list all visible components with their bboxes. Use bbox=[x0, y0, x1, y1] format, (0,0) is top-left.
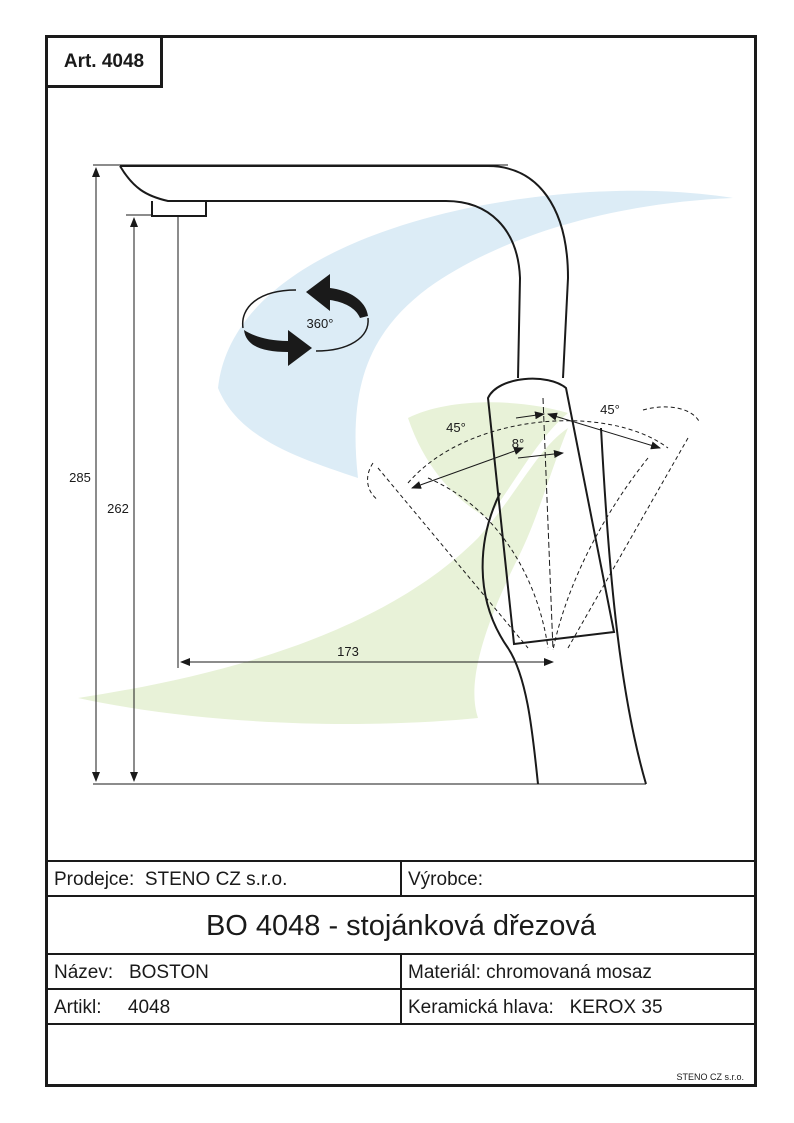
company-note: STENO CZ s.r.o. bbox=[676, 1072, 744, 1082]
dim-285-label: 285 bbox=[69, 470, 91, 485]
spout-tip bbox=[152, 201, 206, 216]
faucet-drawing bbox=[48, 38, 754, 858]
title-block-row-footer bbox=[48, 1023, 754, 1086]
logo-watermark bbox=[78, 191, 733, 724]
title-block-row-article bbox=[48, 988, 754, 1025]
name-value: BOSTON bbox=[128, 961, 209, 983]
angle-left-label: 45° bbox=[446, 420, 466, 435]
title-block-row-name bbox=[48, 953, 754, 990]
article-tag: Art. 4048 bbox=[48, 38, 163, 88]
dim-262-label: 262 bbox=[107, 501, 129, 516]
maker-cell bbox=[402, 862, 748, 897]
material-value: chromovaná mosaz bbox=[486, 961, 652, 983]
cartridge-label: Keramická hlava: bbox=[408, 996, 554, 1018]
tilt-center-line bbox=[543, 398, 553, 650]
material-cell bbox=[402, 955, 748, 990]
tilt-label: 8° bbox=[511, 436, 525, 451]
material-label: Materiál: bbox=[408, 961, 481, 983]
seller-label: Prodejce: bbox=[54, 868, 135, 890]
maker-label: Výrobce: bbox=[408, 868, 483, 890]
cartridge-value: KEROX 35 bbox=[569, 996, 663, 1018]
article-value: 4048 bbox=[127, 996, 171, 1018]
seller-cell bbox=[48, 862, 404, 897]
seller-value: STENO CZ s.r.o. bbox=[144, 868, 288, 890]
rotation-label: 360° bbox=[306, 316, 334, 331]
name-label: Název: bbox=[54, 961, 114, 983]
title-block-row-title bbox=[48, 895, 754, 955]
dim-173-label: 173 bbox=[337, 644, 359, 659]
drawing-frame bbox=[45, 35, 757, 1087]
product-title: BO 4048 - stojánková dřezová bbox=[205, 909, 597, 942]
article-label: Artikl: bbox=[54, 996, 102, 1018]
angle-right-label: 45° bbox=[600, 402, 620, 417]
cartridge-cell bbox=[402, 990, 748, 1025]
article-cell bbox=[48, 990, 404, 1025]
body-column-right bbox=[601, 428, 646, 784]
name-cell bbox=[48, 955, 404, 990]
title-block-row-seller bbox=[48, 860, 754, 897]
